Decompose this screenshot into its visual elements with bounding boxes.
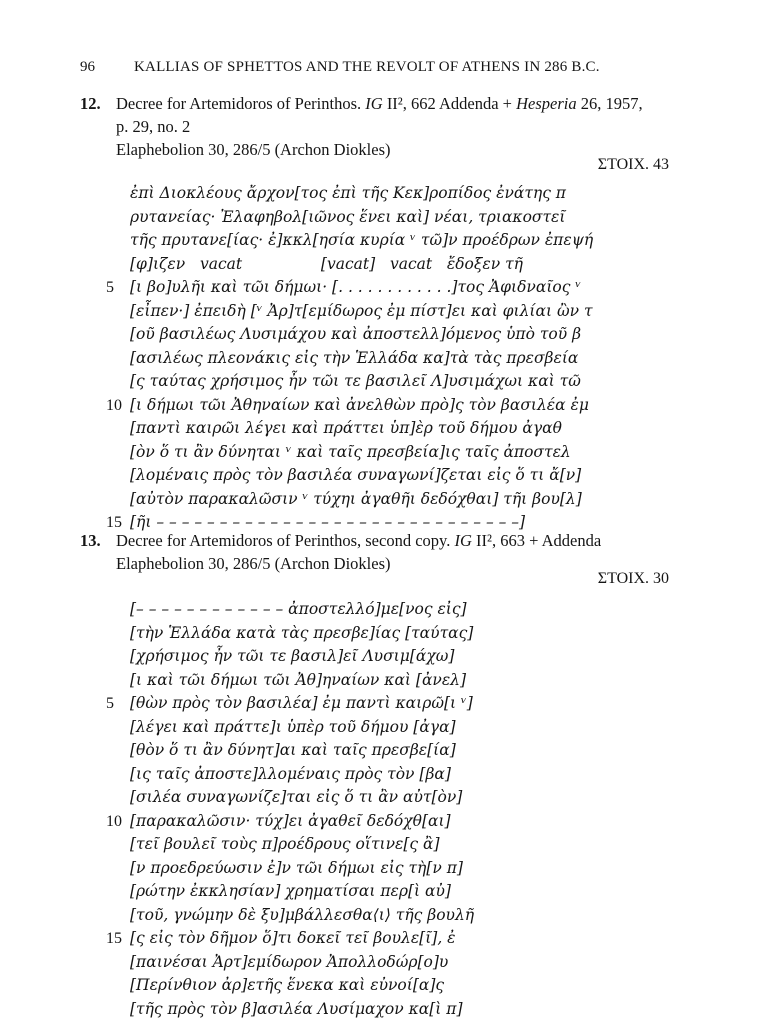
entry-text-segment: Decree for Artemidoros of Perinthos. [116,94,366,113]
inscription-line [80,441,700,465]
running-title: KALLIAS OF SPHETTOS AND THE REVOLT OF ATHENS IN 286 B.C. [134,59,600,75]
line-text: [φ]ιζεν vacat [vacat] vacat ἔδοξεν τῆ [130,254,523,273]
inscription-line [80,763,580,787]
inscription-line [80,974,580,998]
line-text: [ς ταύτας χρήσιμος ἦν τῶι τε βασιλεῖ Λ]υσιμάχωι καὶ τῶ [130,372,581,390]
entry-text-segment: IG [365,94,383,113]
inscription-line [80,253,700,277]
line-number: 15 [106,514,122,531]
journal-title: Hesperia [516,94,577,113]
line-text: [εἶπεν·] ἐπειδὴ [ᵛ Ἀρ]τ[εμίδωρος ἐμ πίστ]ει καὶ φιλίαι ὢν τ [130,301,593,320]
inscription-line [80,464,700,488]
inscription-line [80,182,700,206]
entry-number: 12. [80,94,101,113]
inscription-line [80,833,580,857]
line-text: [σιλέα συναγωνίζε]ται εἰς ὅ τι ἂν αὐτ[ὸν] [130,788,463,806]
inscription-line [80,488,700,512]
inscription-line [80,276,700,300]
inscription-line [80,786,580,810]
line-text: ρυτανείας· Ἐλαφηβολ[ιῶνος ἕνει καὶ] νέαι, τριακοστεῖ [130,207,566,226]
inscription-line [80,598,580,622]
entry-text-segment: 26, 1957, [576,94,643,113]
line-text: [ς εἰς τὸν δῆμον ὅ]τι δοκεῖ τεῖ βουλε[ῖ], ἐ [130,929,456,947]
entry-description [116,529,601,575]
line-text: [ῆι – – – – – – – – – – – – – – – – – – – – – – – – – – – – –] [130,513,526,531]
inscription-line [80,645,580,669]
line-text: [λομέναις πρὸς τὸν βασιλέα συναγωνί]ζεται εἰς ὅ τι ἄ[ν] [130,466,582,484]
inscription-line [80,347,700,371]
inscription-line [80,857,580,881]
inscription-line [80,810,580,834]
inscription-line [80,370,700,394]
line-text: [τῆς πρὸς τὸν β]ασιλέα Λυσίμαχον κα[ὶ π] [130,999,463,1018]
line-text: [ι βο]υλῆι καὶ τῶι δήμωι· [. . . . . . . . . . . .]τος Ἀφιδναῖος ᵛ [130,278,582,296]
inscription-line [80,927,580,951]
entry-text-segment: II², 662 Addenda + [382,94,517,113]
inscription-line [80,880,580,904]
inscription-line [80,300,700,324]
line-number: 10 [106,396,122,414]
page-number: 96 [80,59,95,75]
inscription-line [80,739,580,763]
line-text: [παινέσαι Ἀρτ]εμίδωρον Ἀπολλοδώρ[ο]υ [130,952,449,971]
line-text: ἐπὶ Διοκλέους ἄρχον[τος ἐπὶ τῆς Κεκ]ροπίδος ἐνάτης π [130,184,566,202]
line-text: [ι δήμωι τῶι Ἀθηναίων καὶ ἀνελθὼν πρὸ]ς τὸν βασιλέα ἐμ [130,395,589,414]
line-text: [Περίνθιον ἀρ]ετῆς ἕνεκα καὶ εὐνοί[α]ς [130,976,445,994]
entry-date: Elaphebolion 30, 286/5 (Archon Diokles) [116,554,391,573]
line-text: [οῦ βασιλέως Λυσιμάχου καὶ ἀποστελλ]όμενος ὑπὸ τοῦ β [130,325,582,343]
stoich-label: ΣΤΟΙΧ. 30 [597,570,669,587]
line-text: [ις ταῖς ἀποστε]λλομέναις πρὸς τὸν [βα] [130,764,451,783]
line-text: [χρήσιμος ἦν τῶι τε βασιλ]εῖ Λυσιμ[άχω] [130,647,455,665]
inscription-line [80,622,580,646]
inscription-line [80,692,580,716]
inscription-line [80,904,580,928]
inscription-line [80,951,580,975]
inscription-line [80,206,700,230]
line-text: [τὴν Ἑλλάδα κατὰ τὰς πρεσβε]ίας [ταύτας] [130,623,474,642]
line-text: τῆς πρυτανε[ίας· ἐ]κκλ[ησία κυρία ᵛ τῶ]ν προέδρων ἐπεψή [130,231,594,249]
line-number: 10 [106,812,122,830]
inscription-line [80,669,580,693]
line-text: [– – – – – – – – – – – – ἀποστελλό]με[νος εἰς] [130,600,467,618]
line-text: [τοῦ, γνώμην δὲ ξυ]μβάλλεσθα⟨ι⟩ τῆς βουλῆ [130,905,475,924]
line-text: [αὐτὸν παρακαλῶσιν ᵛ τύχηι ἀγαθῆι δεδόχθαι] τῆι βου[λ] [130,489,582,508]
entry-number: 13. [80,531,101,550]
line-text: [ρώτην ἐκκλησίαν] χρηματίσαι περ[ὶ αὐ] [130,882,451,900]
entry-text-segment: IG [454,531,472,550]
line-text: [παρακαλῶσιν· τύχ]ει ἀγαθεῖ δεδόχθ[αι] [130,811,451,830]
entry-line [116,529,601,552]
line-text: [θὼν πρὸς τὸν βασιλέα] ἐμ παντὶ καιρῶ[ι ᵛ] [130,694,473,712]
line-number: 15 [106,930,122,947]
entry-description [116,92,643,161]
inscription-line [80,716,580,740]
entry-line [116,92,643,115]
line-text: [ν προεδρεύωσιν ἐ]ν τῶι δήμωι εἰς τὴ[ν π] [130,858,463,877]
line-number: 5 [106,279,114,296]
inscription-13 [80,598,580,1021]
entry-line: p. 29, no. 2 [116,117,191,136]
inscription-12 [80,182,700,535]
line-number: 5 [106,695,114,712]
stoich-label: ΣΤΟΙΧ. 43 [597,156,669,173]
inscription-line [80,229,700,253]
inscription-line [80,394,700,418]
line-text: [θὸν ὅ τι ἂν δύνητ]αι καὶ ταῖς πρεσβε[ία] [130,741,456,759]
line-text: [ασιλέως πλεονάκις εἰς τὴν Ἑλλάδα κα]τὰ τὰς πρεσβεία [130,348,579,367]
line-text: [ι καὶ τῶι δήμωι τῶι Ἀθ]ηναίων καὶ [ἀνελ] [130,670,467,689]
entry-text-segment: II², 663 + Addenda [471,531,602,550]
line-text: [λέγει καὶ πράττε]ι ὑπὲρ τοῦ δήμου [ἀγα] [130,717,456,736]
inscription-line [80,998,580,1022]
line-text: [ὸν ὅ τι ἂν δύνηται ᵛ καὶ ταῖς πρεσβεία]ις ταῖς ἀποστελ [130,442,571,461]
inscription-line [80,417,700,441]
inscription-line [80,323,700,347]
line-text: [παντὶ καιρῶι λέγει καὶ πράττει ὑπ]ὲρ τοῦ δήμου ἀγαθ [130,419,562,437]
entry-date: Elaphebolion 30, 286/5 (Archon Diokles) [116,140,391,159]
line-text: [τεῖ βουλεῖ τοὺς π]ροέδρους οἵτινε[ς ἂ] [130,835,440,853]
entry-text-segment: Decree for Artemidoros of Perinthos, second copy. [116,531,455,550]
